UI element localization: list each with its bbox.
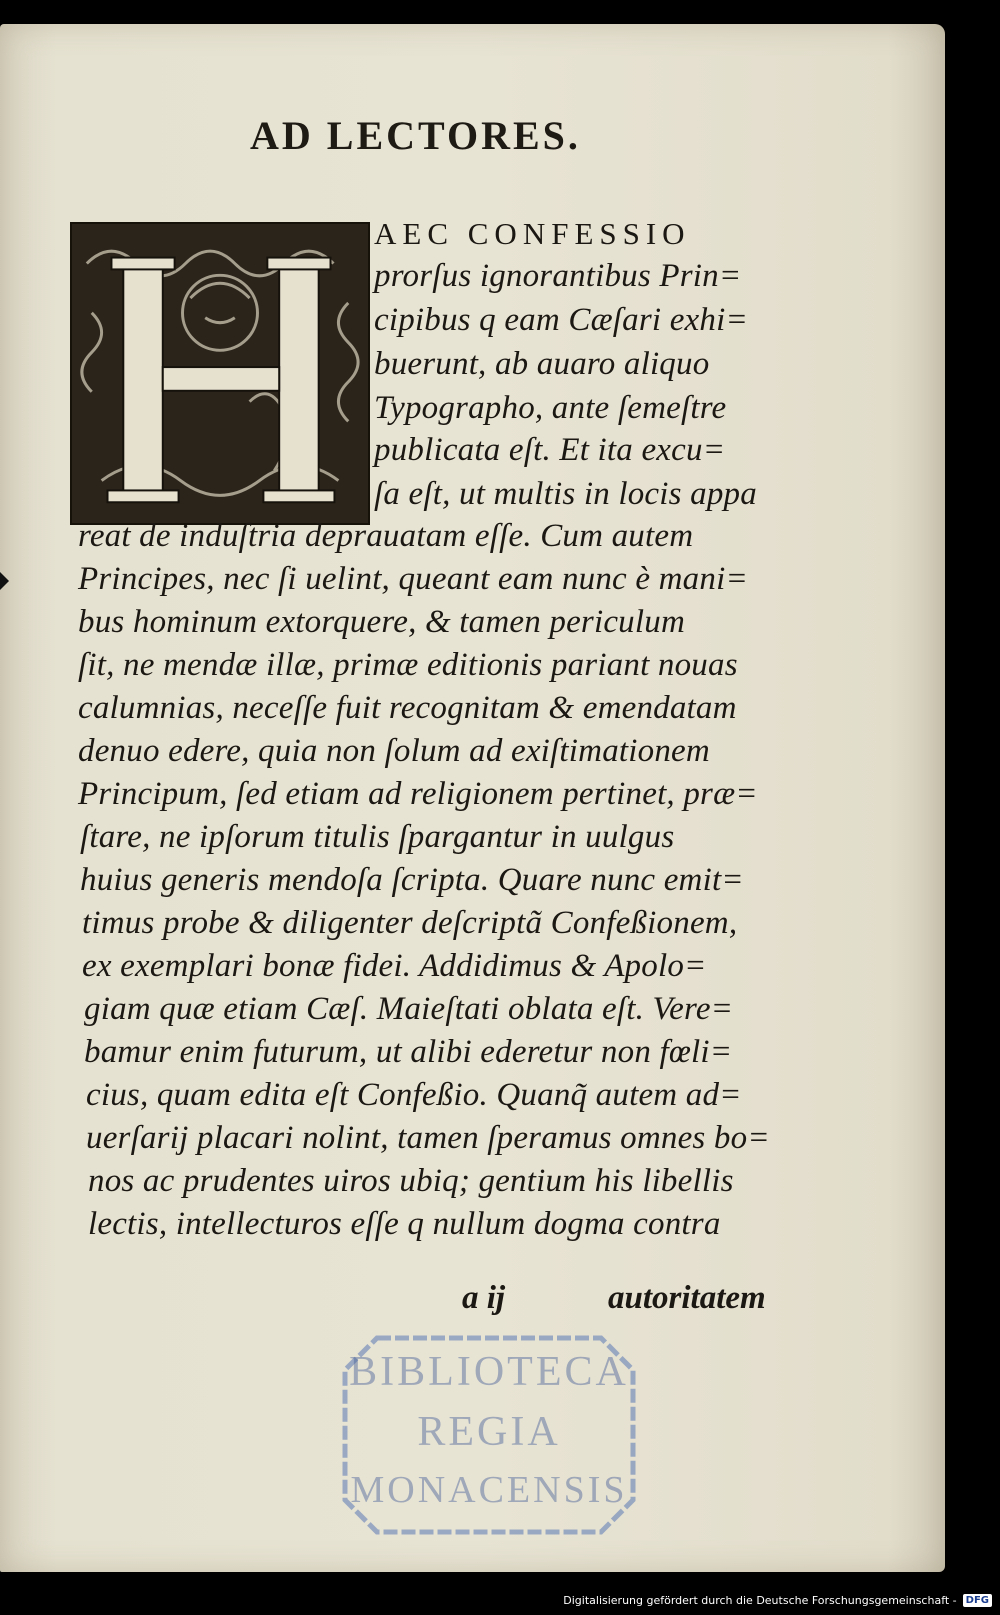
text-line: prorſus ignorantibus Prin= [374, 258, 742, 294]
text-line: cipibus q eam Cæſari exhi= [374, 302, 748, 338]
text-line: nos ac prudentes uiros ubiq; gentium his libellis [88, 1163, 734, 1199]
text-line: Principum, ſed etiam ad religionem pertinet, præ= [78, 776, 758, 812]
catchword: autoritatem [608, 1280, 766, 1316]
stamp-line: REGIA [417, 1409, 561, 1455]
text-line: publicata eſt. Et ita excu= [374, 432, 726, 468]
text-line: uerſarij placari nolint, tamen ſperamus omnes bo= [86, 1120, 770, 1156]
text-line: huius generis mendoſa ſcripta. Quare nunc emit= [80, 862, 744, 898]
library-stamp [337, 1330, 641, 1540]
text-line: timus probe & diligenter deſcriptã Confeßionem, [82, 905, 738, 941]
text-line: AEC CONFESSIO [374, 216, 691, 251]
text-line: bamur enim futurum, ut alibi ederetur non fœli= [84, 1034, 733, 1070]
credit-text: Digitalisierung gefördert durch die Deutsche Forschungsgemeinschaft - [563, 1593, 957, 1607]
digitization-credit [563, 1590, 992, 1610]
text-line: cius, quam edita eſt Confeßio. Quanq̃ autem ad= [86, 1077, 742, 1113]
text-line: ex exemplari bonæ fidei. Addidimus & Apolo= [82, 948, 707, 984]
stamp-line: BIBLIOTECA [349, 1349, 629, 1395]
text-line: lectis, intellecturos eſſe q nullum dogma contra [88, 1206, 721, 1242]
text-line: calumnias, neceſſe fuit recognitam & emendatam [78, 690, 737, 726]
dfg-logo-icon: DFG [963, 1594, 992, 1607]
text-line: ſtare, ne ipſorum titulis ſpargantur in uulgus [80, 819, 675, 855]
text-line: ſit, ne mendæ illæ, primæ editionis pariant nouas [78, 647, 738, 683]
text-line: ſa eſt, ut multis in locis appa [374, 476, 757, 512]
page-edge-marker [0, 572, 9, 590]
text-line: giam quæ etiam Cæſ. Maieſtati oblata eſt. Vere= [84, 991, 734, 1027]
text-line: denuo edere, quia non ſolum ad exiſtimationem [78, 733, 710, 769]
text-line: bus hominum extorquere, & tamen periculum [78, 604, 685, 640]
decorated-initial-h [70, 222, 370, 525]
text-line: Principes, nec ſi uelint, queant eam nunc è mani= [78, 561, 748, 597]
stamp-line: MONACENSIS [350, 1469, 628, 1511]
text-line: Typographo, ante ſemeſtre [374, 390, 727, 426]
text-line: buerunt, ab auaro aliquo [374, 346, 710, 382]
page-heading: AD LECTORES. [250, 113, 581, 158]
signature-mark: a ij [462, 1280, 506, 1316]
text-line: reat de induſtria deprauatam eſſe. Cum autem [78, 518, 694, 554]
woodcut-initial-icon [72, 224, 368, 523]
